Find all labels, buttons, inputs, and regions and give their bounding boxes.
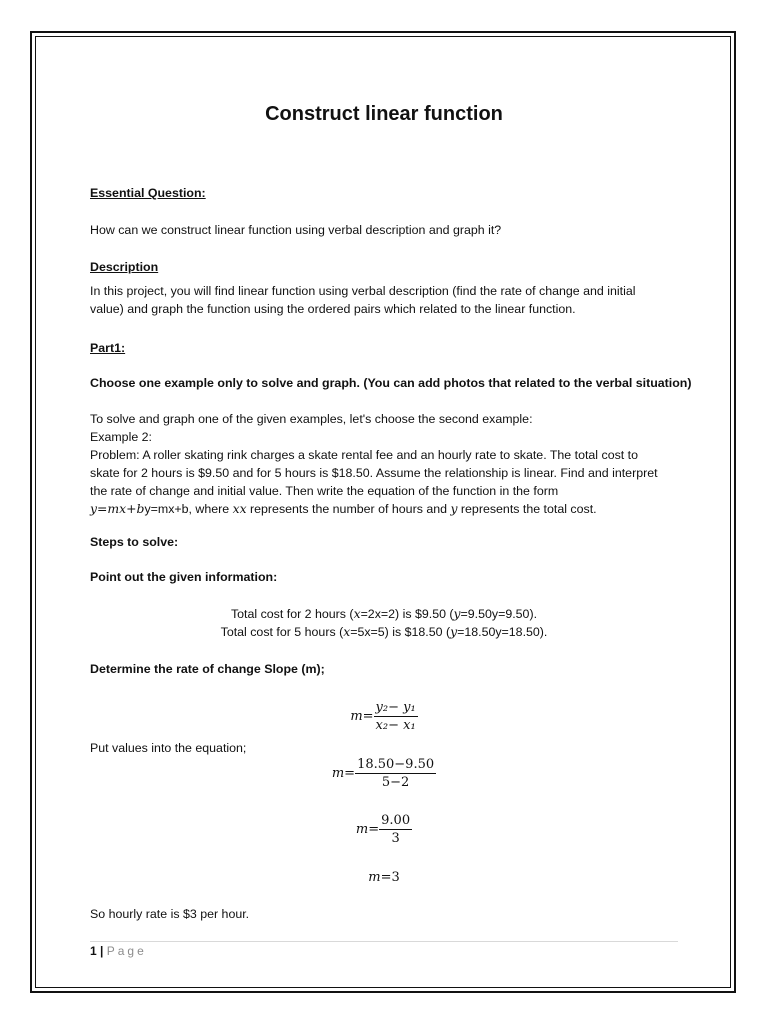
rate-of-change-heading: Determine the rate of change Slope (m); [90,662,325,676]
fraction-denominator: 3 [391,831,400,846]
document-title: Construct linear function [265,103,503,125]
fraction-numerator: 18.50−9.50 [357,757,435,772]
put-values-text: Put values into the equation; [90,741,247,755]
description-line: In this project, you will find linear function using verbal description (find the rate of change and initial [90,284,636,298]
conclusion-text: So hourly rate is $3 per hour. [90,907,250,921]
slope-value: =3 [380,870,400,885]
example-label: Example 2: [90,430,152,444]
part1-heading: Part1: [90,341,126,355]
m-symbol: m [355,821,369,837]
given-text: Total cost for 5 hours ( [220,625,344,639]
fraction-numerator: y₂− y₁ [375,700,416,715]
fraction [379,813,412,846]
footer-divider [90,941,678,942]
problem-line: skate for 2 hours is $9.50 and for 5 hours is $18.50. Assume the relationship is linear. Find and interpret [90,466,658,480]
problem-line: Problem: A roller skating rink charges a skate rental fee and an hourly rate to skate. The total cost to [90,448,639,462]
page-label: Page [106,944,147,958]
steps-heading: Steps to solve: [90,535,179,549]
problem-text: y=mx+b, where [144,502,233,516]
equation-form: y=mx+b [90,501,145,516]
slope-result [0,869,768,885]
page-number: 1 [90,944,97,958]
fraction [374,700,418,733]
equals-sign: = [368,821,380,837]
description-text [90,282,690,318]
m-symbol: m [350,708,363,724]
example-block [90,410,690,518]
part1-instruction: Choose one example only to solve and graph. (You can add photos that related to the verbal situation) [90,376,692,390]
description-heading: Description [90,260,159,274]
example-intro: To solve and graph one of the given examples, let's choose the second example: [90,412,533,426]
problem-text: represents the total cost. [457,502,597,516]
problem-text: represents the number of hours and [246,502,451,516]
given-text: =2x=2) is $9.50 ( [360,607,454,621]
given-line-1 [0,605,768,623]
variable-y: y [453,606,461,621]
variable-y: y [450,501,458,516]
fraction-numerator: 9.00 [381,813,411,828]
m-symbol: m [368,870,381,885]
fraction [355,757,436,790]
fraction-denominator: x₂− x₁ [375,718,416,733]
problem-line-form [90,500,690,518]
essential-question-text: How can we construct linear function using verbal description and graph it? [90,223,502,237]
m-symbol: m [331,765,345,781]
given-text: =18.50y=18.50). [457,625,548,639]
variable-x: x [353,606,361,621]
given-text: Total cost for 2 hours ( [230,607,354,621]
given-line-2 [0,623,768,641]
description-line: value) and graph the function using the ordered pairs which related to the linear function. [90,302,576,316]
given-text: =5x=5) is $18.50 ( [350,625,451,639]
slope-simplified [0,813,768,846]
equals-sign: = [344,765,356,781]
given-text: =9.50y=9.50). [460,607,538,621]
problem-line: the rate of change and initial value. Then write the equation of the function in the form [90,484,559,498]
variable-x: xx [232,501,247,516]
essential-question-heading: Essential Question: [90,186,206,200]
footer-separator: | [96,944,107,958]
given-info-heading: Point out the given information: [90,570,278,584]
variable-x: x [343,624,351,639]
fraction-denominator: 5−2 [381,775,410,790]
page-footer [90,944,147,958]
variable-y: y [450,624,458,639]
slope-substitution [0,757,768,790]
equals-sign: = [362,708,374,724]
slope-formula [0,700,768,733]
